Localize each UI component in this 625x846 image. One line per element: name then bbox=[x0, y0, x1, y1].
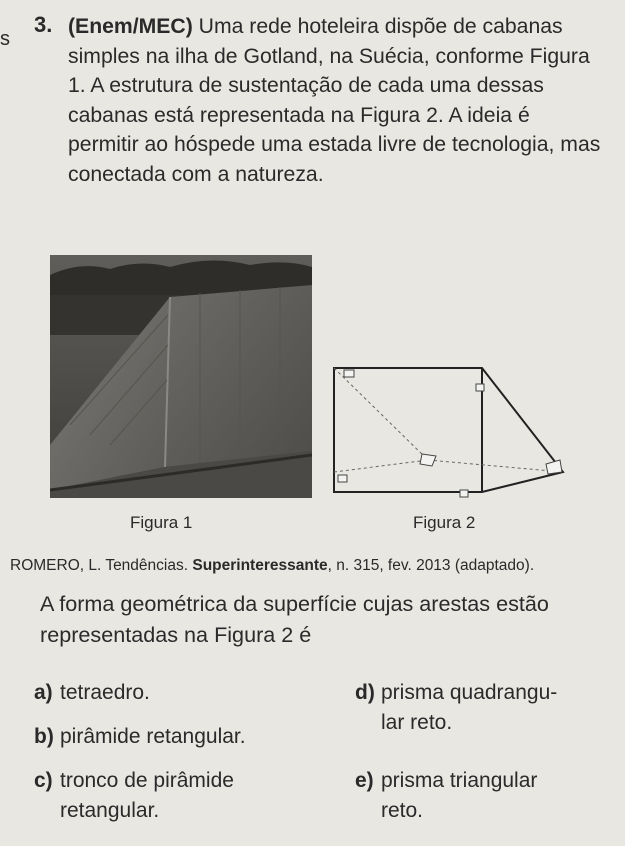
option-d[interactable] bbox=[355, 678, 617, 738]
figure1-photo bbox=[50, 255, 312, 498]
question-text: Uma rede hoteleira dispõe de cabanas simples na ilha de Gotland, na Suécia, conforme Figura 1. A estrutura de sustentação de cada uma dessas cabanas está representada na Figura 2. A ideia é permitir ao hóspede uma estada livre de tecnologia, mas conectada com a natureza. bbox=[68, 15, 601, 186]
option-a-text: tetraedro. bbox=[60, 681, 150, 704]
option-d-text-line2: lar reto. bbox=[381, 711, 453, 734]
reference-author: ROMERO, L. Tendências. bbox=[10, 557, 189, 574]
option-a-letter: a) bbox=[34, 681, 53, 704]
option-c-text-line1: tronco de pirâmide bbox=[60, 769, 234, 792]
margin-mark: s bbox=[0, 28, 10, 50]
option-b-text: pirâmide retangular. bbox=[60, 725, 246, 748]
option-e-letter: e) bbox=[355, 769, 374, 792]
question-text-block bbox=[68, 12, 604, 190]
question-stem: A forma geométrica da superfície cujas arestas estão representadas na Figura 2 é bbox=[40, 591, 549, 647]
option-c-text-line2: retangular. bbox=[60, 799, 160, 822]
reference-details: , n. 315, fev. 2013 (adaptado). bbox=[327, 557, 535, 574]
option-d-text-line1: prisma quadrangu- bbox=[381, 681, 558, 704]
option-c[interactable] bbox=[34, 766, 314, 826]
option-c-letter: c) bbox=[34, 769, 53, 792]
figure2-caption: Figura 2 bbox=[413, 513, 476, 532]
option-a[interactable] bbox=[34, 678, 150, 708]
option-e-text-line2: reto. bbox=[381, 799, 424, 822]
question-source: (Enem/MEC) bbox=[68, 15, 193, 38]
question-number: 3. bbox=[34, 12, 53, 37]
option-e[interactable] bbox=[355, 766, 617, 826]
option-d-letter: d) bbox=[355, 681, 375, 704]
reference bbox=[10, 557, 534, 575]
figure1-caption: Figura 1 bbox=[130, 513, 193, 532]
reference-publication: Superinteressante bbox=[192, 557, 328, 574]
option-b[interactable] bbox=[34, 722, 246, 752]
option-b-letter: b) bbox=[34, 725, 54, 748]
question-block bbox=[34, 12, 604, 190]
figure2-diagram bbox=[328, 360, 583, 505]
option-e-text-line1: prisma triangular bbox=[381, 769, 538, 792]
